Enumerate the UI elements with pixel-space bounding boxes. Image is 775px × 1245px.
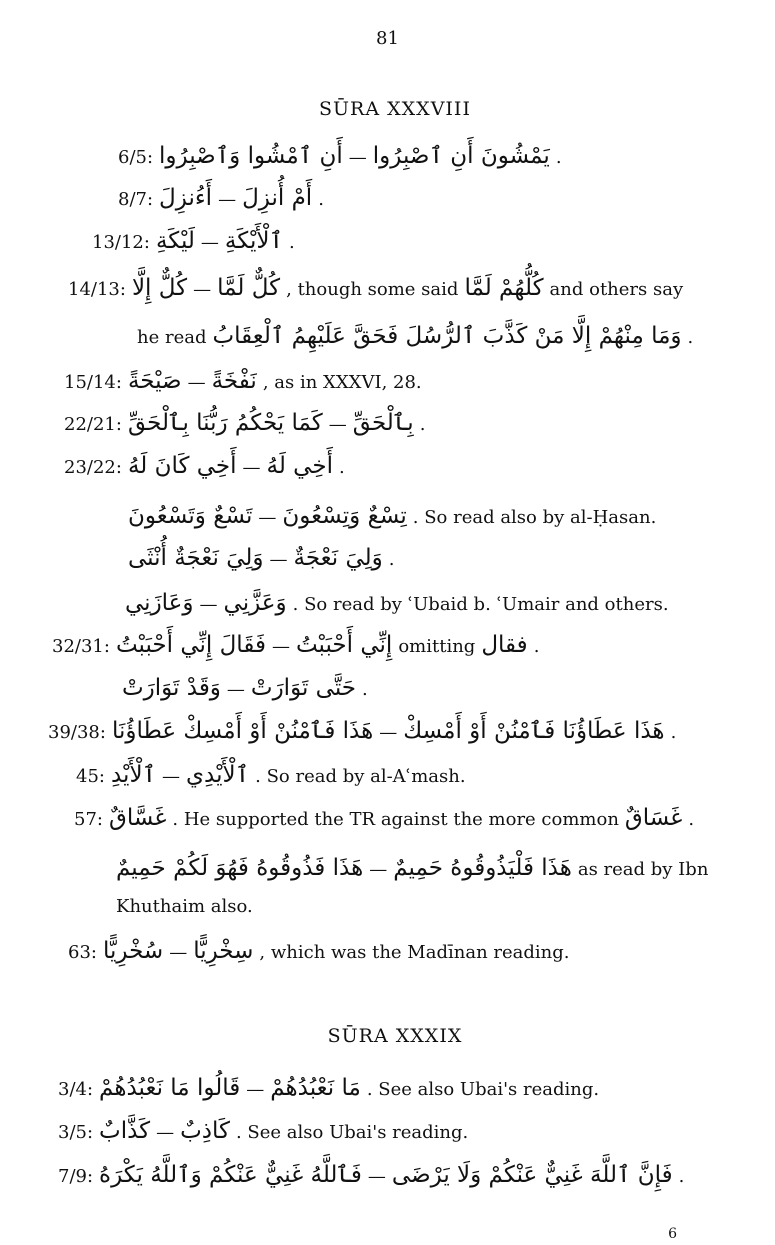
note-text: .	[419, 414, 426, 435]
entry-continuation	[128, 503, 656, 529]
dash: —	[200, 232, 219, 253]
arabic-text: وَلِيَ نَعْجَةٌ	[293, 545, 383, 571]
arabic-text: كُلٌّ لَمَّا	[217, 275, 281, 301]
arabic-text: سِخْرِيًّا	[193, 938, 254, 964]
entry	[58, 1162, 684, 1188]
entry	[68, 938, 569, 964]
dash: —	[369, 859, 388, 880]
section-title: SŪRA XXXIX	[327, 1025, 463, 1047]
dash: —	[269, 549, 288, 570]
note-text: he read	[137, 327, 207, 348]
entry-continuation	[116, 896, 253, 917]
dash: —	[348, 147, 367, 168]
verse-ref: 8/7:	[118, 189, 154, 210]
arabic-variant: قَالُوا مَا نَعْبُدُهُمْ	[99, 1075, 241, 1101]
entry	[74, 805, 694, 831]
arabic-cited: غَسَاقٌ	[624, 805, 683, 831]
verse-ref: 7/9:	[58, 1166, 94, 1187]
entry	[58, 1075, 599, 1101]
entry	[64, 368, 422, 394]
entry	[58, 1118, 468, 1144]
note-text: .	[533, 636, 540, 657]
dash: —	[156, 1122, 175, 1143]
note-text: .	[362, 679, 368, 700]
note-text: .	[670, 722, 677, 743]
dash: —	[193, 279, 212, 300]
note-text: as read by Ibn	[577, 859, 709, 880]
entry	[52, 632, 539, 658]
arabic-variant: فَقَالَ إِنِّي أَحْبَبْتُ	[115, 632, 266, 658]
note-text: .	[688, 809, 695, 830]
dash: —	[258, 507, 277, 528]
entry	[64, 410, 425, 436]
note-text: .	[288, 232, 295, 253]
verse-ref: 39/38:	[48, 722, 106, 743]
note-text: .	[687, 327, 694, 348]
arabic-text: هَذَا فَلْيَذُوقُوهُ حَمِيمٌ	[393, 855, 572, 881]
entry	[48, 718, 676, 744]
note-text: . He supported the TR against the more common	[172, 809, 619, 830]
entry-continuation	[116, 855, 708, 881]
dash: —	[187, 372, 206, 393]
dash: —	[271, 636, 290, 657]
note-text: .	[555, 147, 562, 168]
note-text: .	[338, 457, 345, 478]
verse-ref: 6/5:	[118, 147, 154, 168]
dash: —	[246, 1079, 265, 1100]
arabic-variant: سُخْرِيًّا	[102, 938, 164, 964]
arabic-variant: هَذَا فَٱمْنُنْ أَوْ أَمْسِكْ عَطَاؤُنَا	[111, 718, 374, 744]
verse-ref: 63:	[68, 942, 97, 963]
verse-ref: 3/5:	[58, 1122, 94, 1143]
arabic-variant: أَنِ ٱمْشُوا وَٱصْبِرُوا	[159, 143, 343, 169]
note-text: , though some said	[286, 279, 459, 300]
arabic-variant: كَمَا يَحْكُمُ رَبُّنَا بِٱلْحَقِّ	[127, 410, 323, 436]
section-title: SŪRA XXXVIII	[319, 98, 471, 120]
note-text: and others say	[549, 279, 684, 300]
arabic-variant: هَذَا فَذُوقُوهُ فَهُوَ لَكُمْ حَمِيمٌ	[116, 855, 364, 881]
arabic-variant: وَقَدْ تَوَارَتْ	[122, 675, 221, 701]
entry	[118, 185, 324, 211]
note-text: . See also Ubai's reading.	[366, 1079, 600, 1100]
verse-ref: 23/22:	[64, 457, 122, 478]
arabic-text: مَا نَعْبُدُهُمْ	[270, 1075, 361, 1101]
arabic-text: أَخِي لَهُ	[266, 453, 333, 479]
arabic-variant: فَٱللَّهُ غَنِيٌّ عَنْكُمْ وَٱللَّهُ يَكْرَهُ	[99, 1162, 362, 1188]
dash: —	[226, 679, 245, 700]
arabic-text: فَإِنَّ ٱللَّهَ غَنِيٌّ عَنْكُمْ وَلَا يَرْضَى	[391, 1162, 673, 1188]
note-text: , which was the Madīnan reading.	[259, 942, 570, 963]
verse-ref: 32/31:	[52, 636, 110, 657]
arabic-text: وَمَا مِنْهُمْ إِلَّا مَنْ كَذَّبَ ٱلرُّسُلَ فَحَقَّ عَلَيْهِمُ ٱلْعِقَابُ	[212, 323, 682, 349]
arabic-text: هَذَا عَطَاؤُنَا فَٱمْنُنْ أَوْ أَمْسِكْ	[403, 718, 665, 744]
note-text: . So read by al-Aʿmash.	[255, 766, 466, 787]
entry	[92, 228, 295, 254]
page-number: 81	[376, 28, 399, 49]
dash: —	[379, 722, 398, 743]
arabic-text: يَمْشُونَ أَنِ ٱصْبِرُوا	[372, 143, 550, 169]
arabic-variant: لَيْكَةِ	[155, 228, 195, 254]
dash: —	[367, 1166, 386, 1187]
arabic-variant: أَخِي كَانَ لَهُ	[127, 453, 237, 479]
note-text: . So read also by al-Ḥasan.	[412, 507, 657, 528]
note-text: , as in XXXVI, 28.	[262, 372, 422, 393]
note-text: . So read by ʿUbaid b. ʿUmair and others.	[292, 594, 669, 615]
arabic-text: ٱلْأَيْكَةِ	[224, 228, 283, 254]
signature-mark: 6	[668, 1226, 677, 1242]
arabic-variant: ٱلْأَيْدِ	[110, 762, 157, 788]
verse-ref: 14/13:	[68, 279, 126, 300]
arabic-text: إِنِّي أَحْبَبْتُ	[295, 632, 393, 658]
verse-ref: 57:	[74, 809, 103, 830]
note-text: .	[388, 549, 395, 570]
note-text: omitting	[398, 636, 476, 657]
note-text: . See also Ubai's reading.	[235, 1122, 469, 1143]
dash: —	[242, 457, 261, 478]
verse-ref: 13/12:	[92, 232, 150, 253]
entry	[76, 762, 466, 788]
verse-ref: 15/14:	[64, 372, 122, 393]
arabic-variant: وَلِيَ نَعْجَةٌ أُنْثَى	[128, 545, 264, 571]
arabic-text: حَتَّى تَوَارَتْ	[250, 675, 356, 701]
arabic-text: بِٱلْحَقِّ	[352, 410, 414, 436]
verse-ref: 22/21:	[64, 414, 122, 435]
note-text: .	[318, 189, 324, 210]
dash: —	[218, 189, 237, 210]
entry	[118, 143, 562, 169]
arabic-text: غَسَّاقٌ	[108, 805, 167, 831]
dash: —	[328, 414, 347, 435]
arabic-text: وَعَزَّنِي	[223, 590, 287, 616]
arabic-variant: كُلٌّ إِلَّا	[131, 275, 188, 301]
note-text: .	[678, 1166, 685, 1187]
arabic-cited: كُلُّهُمْ لَمَّا	[464, 275, 544, 301]
arabic-text: تِسْعٌ وَتِسْعُونَ	[282, 503, 407, 529]
dash: —	[169, 942, 188, 963]
entry	[64, 453, 345, 479]
entry-continuation	[137, 323, 693, 349]
arabic-text: كَاذِبٌ	[180, 1118, 230, 1144]
entry-continuation	[122, 675, 368, 701]
entry	[68, 275, 683, 301]
arabic-variant: وَعَازَنِي	[125, 590, 194, 616]
note-text: Khuthaim also.	[116, 896, 253, 917]
verse-ref: 45:	[76, 766, 105, 787]
arabic-variant: أَءُنزِلَ	[159, 185, 213, 211]
arabic-text: صَيْحَةً	[127, 368, 182, 394]
arabic-variant: نَفْخَةً	[211, 368, 257, 394]
arabic-cited: فقال	[481, 632, 528, 658]
verse-ref: 3/4:	[58, 1079, 94, 1100]
arabic-variant: كَذَّابٌ	[99, 1118, 151, 1144]
dash: —	[162, 766, 181, 787]
entry-continuation	[128, 545, 395, 571]
arabic-variant: تَسْعٌ وَتَسْعُونَ	[128, 503, 253, 529]
arabic-text: أَمْ أُنزِلَ	[242, 185, 313, 211]
dash: —	[199, 594, 218, 615]
arabic-text: ٱلْأَيْدِي	[186, 762, 250, 788]
entry-continuation	[125, 590, 669, 616]
